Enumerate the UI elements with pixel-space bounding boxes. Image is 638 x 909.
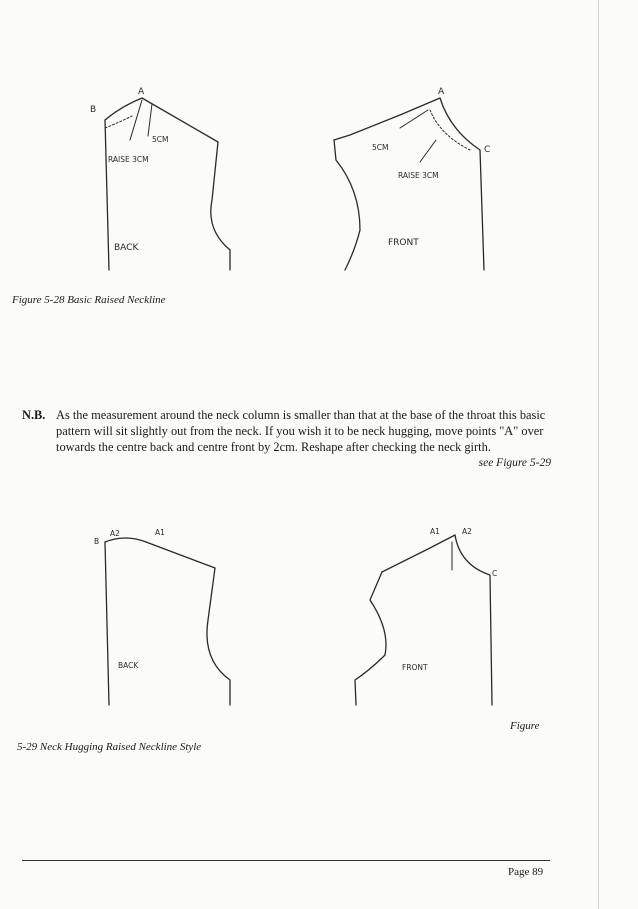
front-raised-neck-curve <box>440 98 484 270</box>
front-neck-curve <box>455 535 492 705</box>
figure-5-29-caption-word: Figure <box>510 720 540 732</box>
back-5cm-arrow <box>148 104 152 136</box>
front-label-a: A <box>438 87 445 97</box>
back-armhole-line <box>207 568 230 705</box>
back-centre-line <box>105 120 109 270</box>
back-raise-arrow <box>130 100 142 140</box>
front-5cm-label: 5CM <box>372 143 389 152</box>
front-label-a2: A2 <box>462 527 472 536</box>
front-title: FRONT <box>388 238 419 248</box>
note-figure-reference: see Figure 5-29 <box>478 457 551 469</box>
back-label-a1: A1 <box>155 528 165 537</box>
back-title: BACK <box>118 661 139 670</box>
figure-5-29-front-drawing <box>340 520 510 710</box>
back-title: BACK <box>114 243 139 253</box>
front-raise-arrow <box>420 140 436 162</box>
back-label-a2: A2 <box>110 529 120 538</box>
front-label-c: C <box>492 569 498 578</box>
figure-5-28-back-drawing <box>80 80 240 275</box>
back-5cm-label: 5CM <box>152 135 169 144</box>
figure-5-28-front-drawing <box>330 80 510 275</box>
front-armhole-line <box>355 572 386 705</box>
front-shoulder-line <box>382 535 455 572</box>
figure-5-28-caption: Figure 5-28 Basic Raised Neckline <box>12 294 166 306</box>
front-shoulder-line <box>334 98 440 140</box>
front-armhole-line <box>334 140 360 270</box>
footer-rule <box>22 860 550 861</box>
front-title: FRONT <box>402 663 428 672</box>
note-text: As the measurement around the neck column is smaller than that at the base of the throat this basic pattern will sit slightly out from the neck. If you wish it to be neck hugging, move points "A" over towards the centre back and centre front by 2cm. Reshape after checking the neck girth. <box>56 408 546 454</box>
back-original-neck <box>105 116 132 128</box>
back-raised-neck-curve <box>105 98 142 120</box>
back-armhole-line <box>211 142 230 270</box>
back-label-b: B <box>94 537 100 546</box>
back-centre-line <box>105 542 109 705</box>
page-number: Page 89 <box>508 866 544 878</box>
note-body <box>56 407 551 471</box>
front-label-c: C <box>484 145 491 155</box>
back-raise-label: RAISE 3CM <box>108 155 149 164</box>
back-neck-curve <box>105 538 146 542</box>
note-label: N.B. <box>22 408 46 422</box>
figure-5-29-caption: 5-29 Neck Hugging Raised Neckline Style <box>17 741 202 753</box>
back-label-b: B <box>90 105 97 115</box>
front-label-a1: A1 <box>430 527 440 536</box>
front-original-neck <box>430 110 470 150</box>
back-shoulder-line <box>146 542 215 568</box>
figure-5-29-back-drawing <box>80 520 240 710</box>
front-raise-label: RAISE 3CM <box>398 171 439 180</box>
page-edge-shadow <box>598 0 599 909</box>
back-label-a: A <box>138 87 145 97</box>
